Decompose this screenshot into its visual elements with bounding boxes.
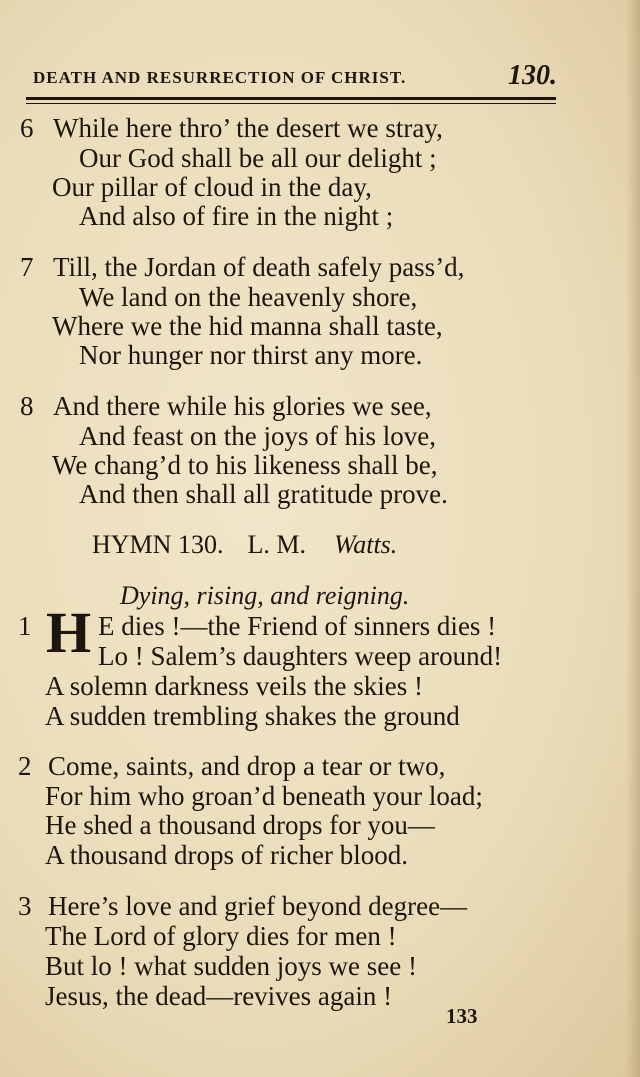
- verse-line: For him who groan’d beneath your load;: [45, 781, 483, 811]
- hymn-meter: L. M.: [247, 530, 306, 559]
- hymn-author: Watts.: [333, 530, 398, 559]
- stanza-number: 8: [20, 391, 34, 421]
- verse-line: Here’s love and grief beyond degree—: [48, 891, 468, 921]
- verse-line: Our pillar of cloud in the day,: [52, 172, 372, 202]
- verse-line: Our God shall be all our delight ;: [79, 143, 437, 173]
- stanza-number: 1: [18, 611, 32, 641]
- stanza-number: 2: [18, 751, 32, 781]
- verse-line: Till, the Jordan of death safely pass’d,: [53, 252, 465, 282]
- verse-line: Lo ! Salem’s daughters weep around!: [98, 641, 503, 671]
- verse-line: A thousand drops of richer blood.: [45, 840, 408, 870]
- verse-line: While here thro’ the desert we stray,: [53, 113, 443, 143]
- verse-line: And feast on the joys of his love,: [79, 421, 436, 451]
- stanza-number: 6: [20, 113, 34, 143]
- verse-line: Jesus, the dead—revives again !: [45, 981, 393, 1011]
- hymn-subtitle: Dying, rising, and reigning.: [120, 581, 410, 610]
- verse-line: We chang’d to his likeness shall be,: [52, 450, 438, 480]
- verse-line: A sudden trembling shakes the ground: [45, 701, 460, 731]
- stanza-number: 3: [18, 891, 32, 921]
- page-header: [33, 62, 563, 96]
- verse-line: The Lord of glory dies for men !: [45, 921, 397, 951]
- running-head: DEATH AND RESURRECTION OF CHRIST.: [33, 68, 407, 87]
- verse-line: He shed a thousand drops for you—: [45, 810, 435, 840]
- verse-line: Nor hunger nor thirst any more.: [79, 340, 423, 370]
- page-edge-shadow: [626, 0, 640, 1077]
- verse-line: A solemn darkness veils the skies !: [45, 671, 423, 701]
- hymn-title-text: HYMN 130.: [92, 530, 224, 559]
- verse-line: And then shall all gratitude prove.: [79, 479, 448, 509]
- verse-line: But lo ! what sudden joys we see !: [45, 951, 417, 981]
- verse-line: E dies !—the Friend of sinners dies !: [98, 611, 497, 641]
- verse-line: Where we the hid manna shall taste,: [52, 311, 443, 341]
- verse-line: We land on the heavenly shore,: [79, 282, 418, 312]
- header-rule-thin: [26, 103, 556, 104]
- page-number: 133: [446, 1004, 478, 1028]
- header-rule-thick: [26, 97, 556, 100]
- verse-line: And also of fire in the night ;: [79, 201, 394, 231]
- verse-line: And there while his glories we see,: [53, 391, 432, 421]
- header-hymn-number: 130.: [508, 60, 557, 91]
- verse-line: Come, saints, and drop a tear or two,: [48, 751, 446, 781]
- stanza-number: 7: [20, 252, 34, 282]
- drop-cap: H: [46, 600, 92, 665]
- hymn-title: [92, 529, 397, 561]
